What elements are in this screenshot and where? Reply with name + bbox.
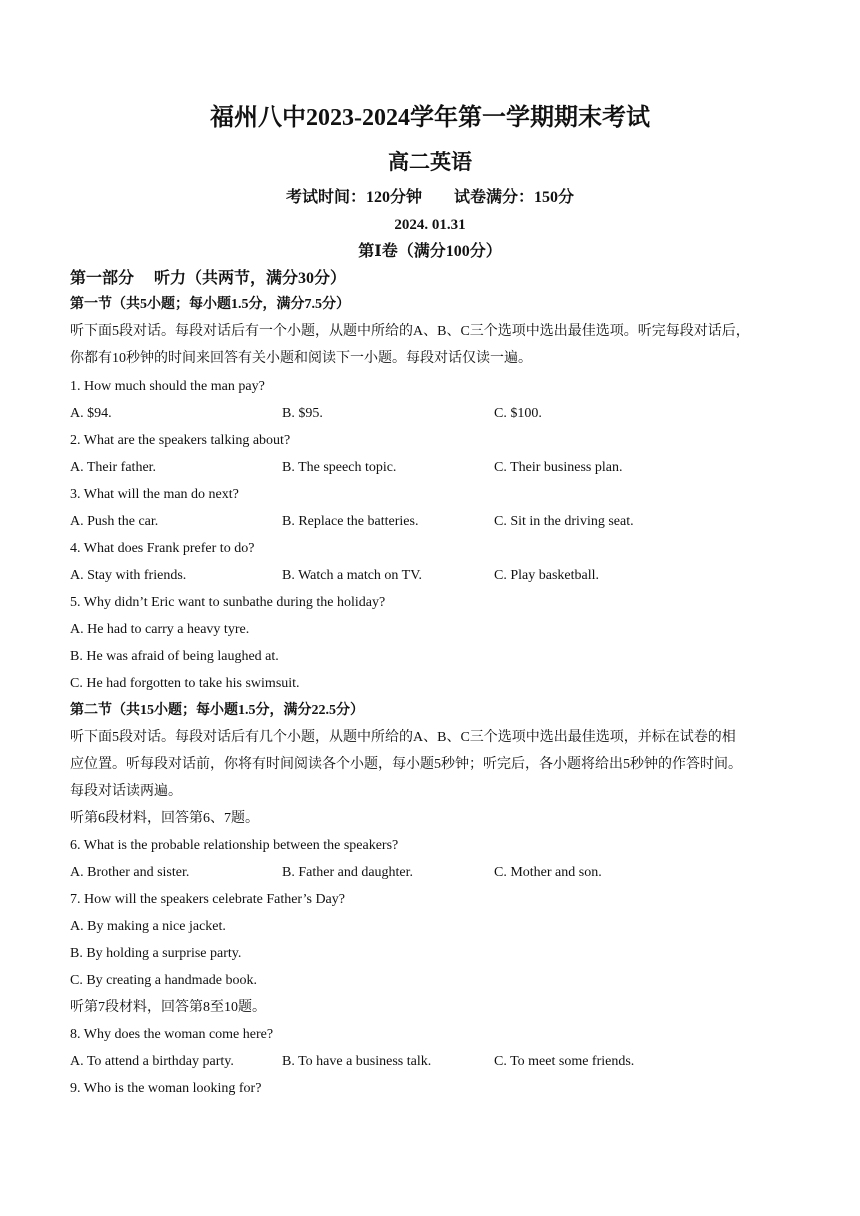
exam-info: 考试时间：120分钟 试卷满分：150分 (285, 189, 574, 206)
subject-title: 高二英语 (388, 150, 472, 174)
exam-title: 福州八中2023-2024学年第一学期期末考试 (210, 105, 650, 131)
section1-instructions-line: 你都有10秒钟的时间来回答有关小题和阅读下一小题。每段对话仅读一遍。 (70, 351, 532, 366)
option-a: A. By making a nice jacket. (70, 919, 226, 934)
question-stem: 9. Who is the woman looking for? (70, 1081, 262, 1096)
option-a: A. $94. (70, 406, 112, 421)
volume-title: 第Ⅰ卷（满分100分） (358, 243, 502, 260)
part-heading: 第一部分 听力（共两节，满分30分） (70, 270, 347, 287)
question-stem: 3. What will the man do next? (70, 487, 239, 502)
option-c: C. $100. (494, 406, 542, 421)
section1-heading: 第一节（共5小题；每小题1.5分，满分7.5分） (70, 297, 350, 312)
question-stem: 1. How much should the man pay? (70, 379, 265, 394)
option-b: B. He was afraid of being laughed at. (70, 649, 279, 664)
question-stem: 2. What are the speakers talking about? (70, 433, 291, 448)
option-a: A. He had to carry a heavy tyre. (70, 622, 250, 637)
section2-heading: 第二节（共15小题；每小题1.5分，满分22.5分） (70, 703, 364, 718)
option-c: C. He had forgotten to take his swimsuit. (70, 676, 300, 691)
option-a: A. To attend a birthday party. (70, 1054, 234, 1069)
option-b: B. The speech topic. (282, 460, 397, 475)
option-c: C. Their business plan. (494, 460, 623, 475)
section1-instructions-line: 听下面5段对话。每段对话后有一个小题，从题中所给的A、B、C三个选项中选出最佳选项。听完每段对话后， (70, 324, 750, 339)
option-b: B. By holding a surprise party. (70, 946, 242, 961)
option-c: C. Mother and son. (494, 865, 602, 880)
question-stem: 5. Why didn’t Eric want to sunbathe during the holiday? (70, 595, 386, 610)
question-stem: 8. Why does the woman come here? (70, 1027, 274, 1042)
material-note: 听第6段材料，回答第6、7题。 (70, 811, 259, 826)
option-c: C. To meet some friends. (494, 1054, 635, 1069)
question-stem: 4. What does Frank prefer to do? (70, 541, 255, 556)
question-stem: 6. What is the probable relationship between the speakers? (70, 838, 399, 853)
option-a: A. Push the car. (70, 514, 159, 529)
option-c: C. Sit in the driving seat. (494, 514, 634, 529)
option-b: B. $95. (282, 406, 323, 421)
section2-instructions-line: 每段对话读两遍。 (70, 784, 182, 799)
option-c: C. Play basketball. (494, 568, 599, 583)
exam-date: 2024. 01.31 (394, 217, 466, 233)
option-a: A. Their father. (70, 460, 157, 475)
option-b: B. To have a business talk. (282, 1054, 432, 1069)
option-a: A. Stay with friends. (70, 568, 187, 583)
option-c: C. By creating a handmade book. (70, 973, 258, 988)
section2-instructions-line: 应位置。听每段对话前，你将有时间阅读各个小题，每小题5秒钟；听完后，各小题将给出5秒钟的作答时间。 (70, 757, 742, 772)
option-b: B. Watch a match on TV. (282, 568, 423, 583)
option-b: B. Father and daughter. (282, 865, 414, 880)
section2-instructions-line: 听下面5段对话。每段对话后有几个小题，从题中所给的A、B、C三个选项中选出最佳选项，并标在试卷的相 (70, 730, 736, 745)
option-a: A. Brother and sister. (70, 865, 190, 880)
material-note: 听第7段材料，回答第8至10题。 (70, 1000, 266, 1015)
question-stem: 7. How will the speakers celebrate Father’s Day? (70, 892, 345, 907)
option-b: B. Replace the batteries. (282, 514, 419, 529)
